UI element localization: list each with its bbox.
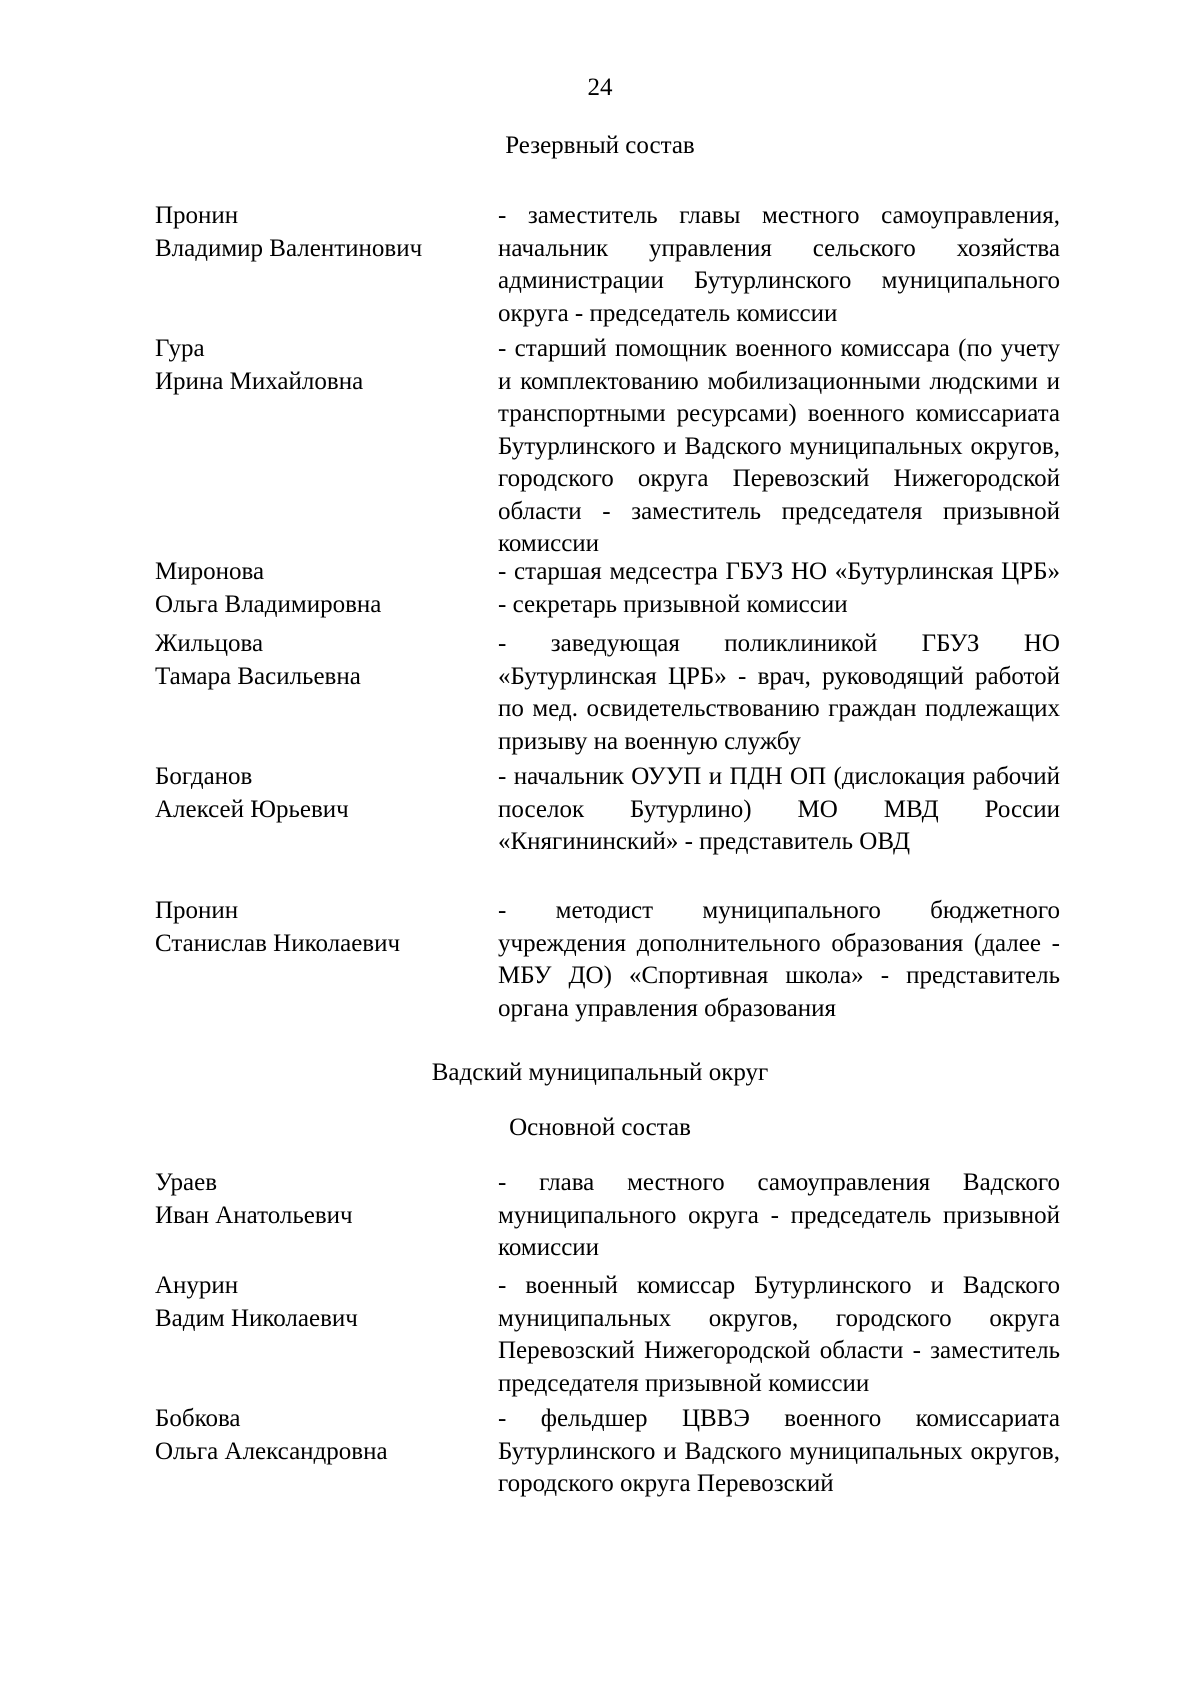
member-role: - методист муниципального бюджетного учреждения дополнительного образования (далее - МБУ ДО) «Спортивная школа» - представитель органа управления образования xyxy=(498,897,1060,1022)
member-given-names: Станислав Николаевич xyxy=(155,929,401,957)
member-given-names: Вадим Николаевич xyxy=(155,1304,358,1332)
member-given-names: Ольга Владимировна xyxy=(155,590,382,618)
member-surname: Анурин xyxy=(155,1272,239,1299)
member-surname: Богданов xyxy=(155,763,253,790)
member-role: - старший помощник военного комиссара (по учету и комплектованию мобилизационными людскими и транспортными ресурсами) военного комиссариата Бутурлинского и Вадского муниципальных округов, городского округа Перевозский Нижегородской области - заместитель председателя призывной комиссии xyxy=(498,335,1060,557)
member-given-names: Ирина Михайловна xyxy=(155,367,364,395)
member-given-names: Алексей Юрьевич xyxy=(155,795,349,823)
member-role: - старшая медсестра ГБУЗ НО «Бутурлинская ЦРБ» - секретарь призывной комиссии xyxy=(498,558,1060,618)
member-role: - фельдшер ЦВВЭ военного комиссариата Бутурлинского и Вадского муниципальных округов, городского округа Перевозский xyxy=(498,1405,1060,1497)
member-name xyxy=(155,200,485,265)
member-role: - глава местного самоуправления Вадского муниципального округа - председатель призывной комиссии xyxy=(498,1169,1060,1261)
member-name xyxy=(155,556,485,621)
member-surname: Пронин xyxy=(155,202,239,229)
member-name xyxy=(155,1270,485,1335)
heading-reserve-composition: Резервный состав xyxy=(505,132,695,159)
member-name xyxy=(155,1167,485,1232)
member-name xyxy=(155,628,485,693)
heading-main-composition: Основной состав xyxy=(509,1114,691,1141)
heading-district: Вадский муниципальный округ xyxy=(431,1059,769,1086)
member-surname: Пронин xyxy=(155,897,239,924)
member-role: - начальник ОУУП и ПДН ОП (дислокация рабочий поселок Бутурлино) МО МВД России «Княгининский» - представитель ОВД xyxy=(498,763,1060,855)
member-surname: Ураев xyxy=(155,1169,217,1196)
member-given-names: Иван Анатольевич xyxy=(155,1201,353,1229)
member-surname: Бобкова xyxy=(155,1405,241,1432)
member-name xyxy=(155,761,485,826)
member-role: - военный комиссар Бутурлинского и Вадского муниципальных округов, городского округа Перевозский Нижегородской области - заместитель председателя призывной комиссии xyxy=(498,1272,1060,1397)
page-number: 24 xyxy=(587,74,613,101)
member-given-names: Тамара Васильевна xyxy=(155,662,361,690)
member-given-names: Ольга Александровна xyxy=(155,1437,388,1465)
member-surname: Жильцова xyxy=(155,630,264,657)
member-name xyxy=(155,895,485,960)
member-role: - заместитель главы местного самоуправления, начальник управления сельского хозяйства администрации Бутурлинского муниципального округа - председатель комиссии xyxy=(498,202,1060,327)
member-name xyxy=(155,1403,485,1468)
member-name xyxy=(155,333,485,398)
member-given-names: Владимир Валентинович xyxy=(155,234,423,262)
member-surname: Гура xyxy=(155,335,205,362)
member-role: - заведующая поликлиникой ГБУЗ НО «Бутурлинская ЦРБ» - врач, руководящий работой по мед. освидетельствованию граждан подлежащих призыву на военную службу xyxy=(498,630,1060,755)
member-surname: Миронова xyxy=(155,558,265,585)
